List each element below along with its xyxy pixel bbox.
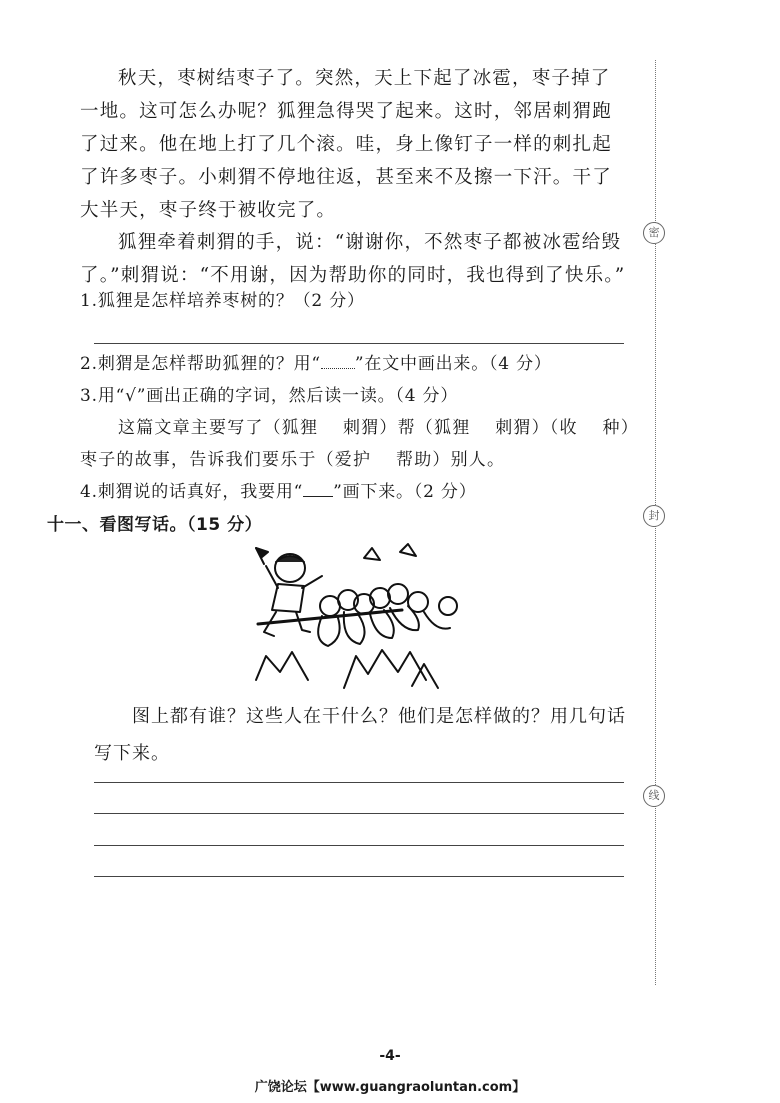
tug-of-war-illustration [252,540,470,690]
question-1: 1.狐狸是怎样培养枣树的？（2 分） [80,291,365,311]
question-3-line-2: 枣子的故事，告诉我们要乐于（爱护 帮助）别人。 [80,450,506,470]
passage-paragraph-2: 狐狸牵着刺猬的手，说：“谢谢你，不然枣子都被冰雹给毁了。”刺猬说：“不用谢，因为帮助你的同时，我也得到了快乐。” [80,232,626,286]
section-prompt: 图上都有谁？这些人在干什么？他们是怎样做的？用几句话写下来。 [94,706,626,764]
seal-mark-mi: 密 [643,222,665,244]
footer-watermark: 广饶论坛【www.guangraoluntan.com】 [254,1080,526,1095]
writing-line-3[interactable] [94,845,624,846]
answer-line-q1[interactable] [94,343,624,344]
section-title: 十一、看图写话。（15 分） [47,515,263,535]
page-number: -4- [379,1048,401,1064]
question-2-text-before: 2.刺猬是怎样帮助狐狸的？用“ [80,354,321,374]
seal-mark-feng: 封 [643,505,665,527]
question-4-text-before: 4.刺猬说的话真好，我要用“ [80,482,304,502]
seal-mark-xian: 线 [643,785,665,807]
question-4 [80,480,477,504]
question-2 [80,352,552,376]
writing-line-1[interactable] [94,782,624,783]
straight-line-mark [303,482,333,497]
question-4-text-after: ”画下来。（2 分） [333,482,477,502]
question-3-line-1: 这篇文章主要写了（狐狸 刺猬）帮（狐狸 刺猬）（收 种） [118,418,639,438]
writing-line-2[interactable] [94,813,624,814]
passage-paragraph-1: 秋天，枣树结枣子了。突然，天上下起了冰雹，枣子掉了一地。这可怎么办呢？狐狸急得哭了起来。这时，邻居刺猬跑了过来。他在地上打了几个滚。哇，身上像钉子一样的刺扎起了许多枣子。小刺猬不停地往返，甚至来不及擦一下汗。干了大半天，枣子终于被收完了。 [80,68,612,221]
wavy-line-mark [321,354,355,369]
question-3: 3.用“√”画出正确的字词，然后读一读。（4 分） [80,386,459,406]
writing-line-4[interactable] [94,876,624,877]
question-2-text-after: ”在文中画出来。（4 分） [354,354,552,374]
